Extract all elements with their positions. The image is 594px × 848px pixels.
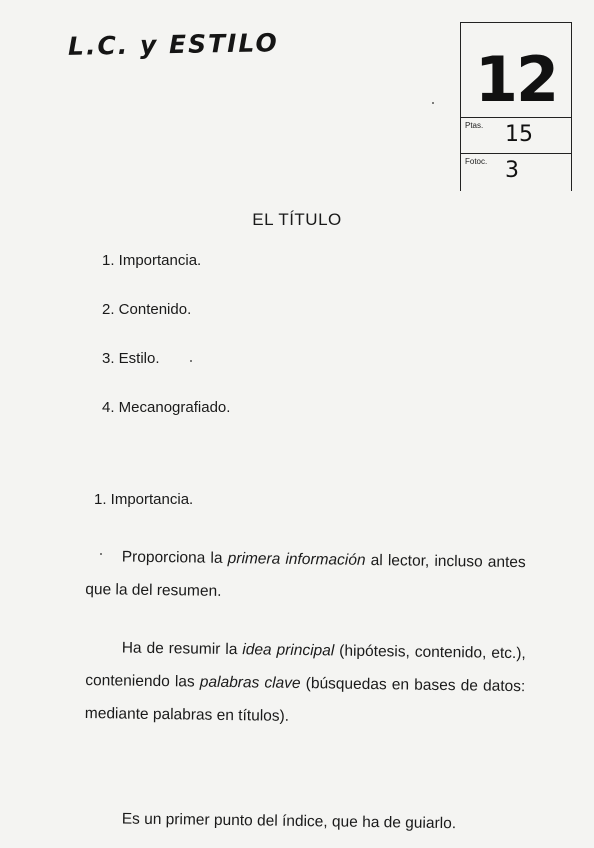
document-title: EL TÍTULO — [252, 210, 342, 229]
emphasis-text: idea principal — [242, 641, 335, 660]
emphasis-text: palabras clave — [199, 673, 301, 693]
stamp-number: 12 — [474, 43, 558, 116]
stamp-fotoc-value: 3 — [505, 158, 519, 183]
paragraph-text: (hipótesis, contenido, etc.), conteniendo las — [85, 642, 526, 691]
paragraph-text: al lector, incluso antes que la del resumen. — [85, 551, 526, 600]
paragraph-text: Proporciona la — [121, 548, 228, 567]
handwritten-header: L.C. y ESTILO — [67, 28, 279, 61]
reference-stamp — [460, 22, 572, 191]
paragraph — [85, 631, 526, 736]
section-heading: 1. Importancia. — [94, 491, 194, 508]
stamp-ptas-value: 15 — [505, 122, 533, 147]
paragraph — [85, 540, 526, 612]
scan-speck — [190, 360, 192, 362]
emphasis-text: primera información — [227, 549, 366, 569]
table-of-contents — [102, 251, 230, 447]
toc-item: 3. Estilo. — [102, 350, 160, 367]
toc-item: 2. Contenido. — [102, 301, 192, 318]
stamp-ptas-label: Ptas. — [465, 121, 484, 130]
paragraph-text: Es un primer punto del índice, que ha de guiarlo. — [121, 810, 457, 833]
stamp-row-ptas — [461, 117, 571, 154]
stamp-fotoc-label: Fotoc. — [465, 157, 488, 166]
scan-speck — [432, 102, 434, 104]
paragraph — [86, 802, 526, 841]
stamp-row-fotoc — [461, 153, 571, 190]
paragraph-text: (búsquedas en bases de datos: mediante palabras en títulos). — [84, 675, 526, 725]
toc-item: 1. Importancia. — [102, 252, 202, 269]
scan-speck — [100, 553, 102, 555]
toc-item: 4. Mecanografiado. — [102, 399, 231, 416]
paragraph-text: Ha de resumir la — [121, 639, 243, 659]
